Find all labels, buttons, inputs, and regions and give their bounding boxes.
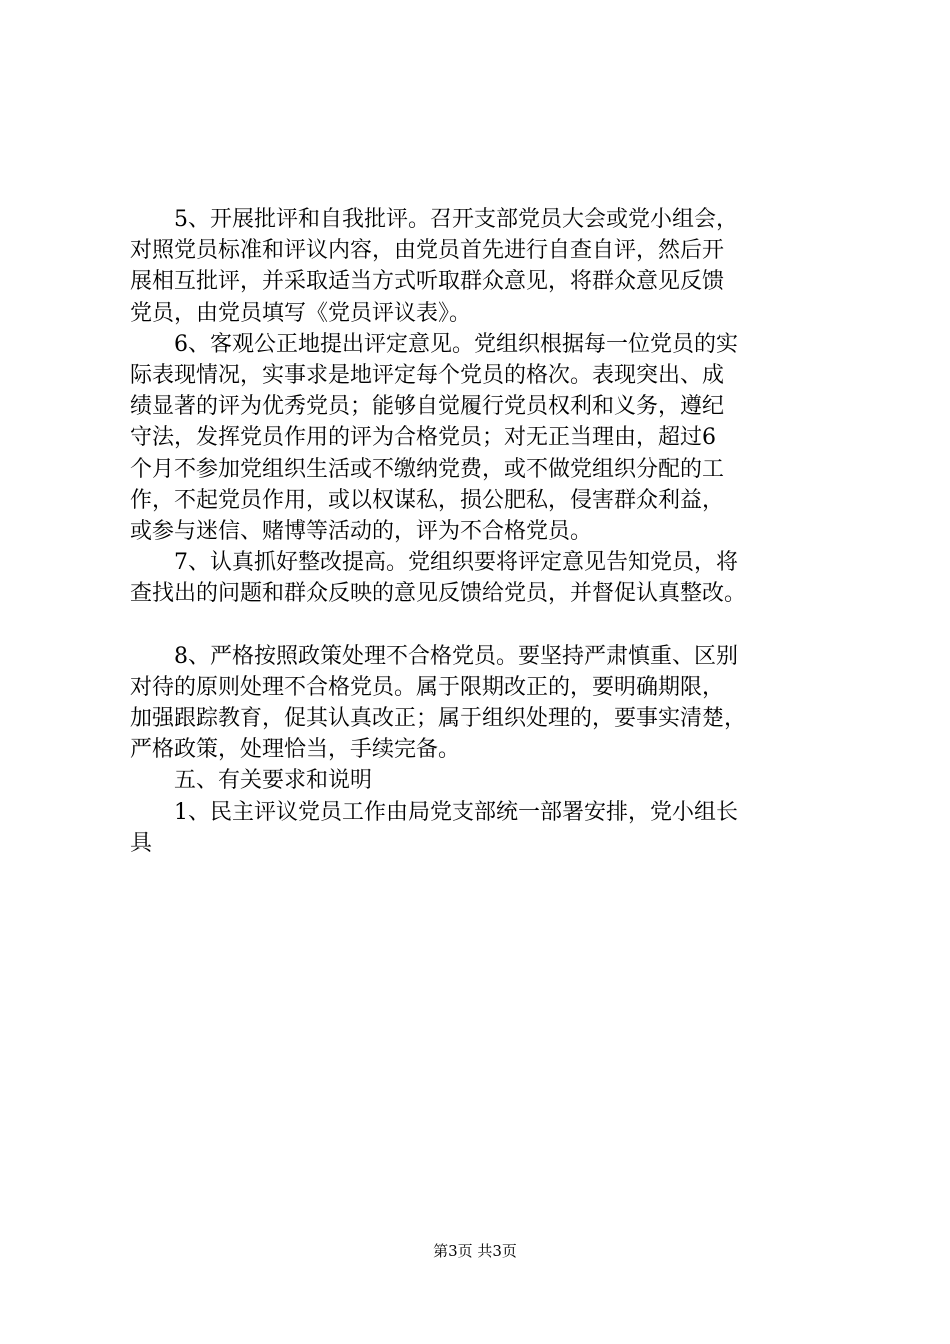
paragraph-criticism: 5、开展批评和自我批评。召开支部党员大会或党小组会， 对照党员标准和评议内容，由党员首先进行自查自评，然后开 展相互批评，并采取适当方式听取群众意见，将群众意见反馈 党员，由党员填写《党员评议表》。 [130,207,738,326]
paragraph-unqualified-members: 8、严格按照政策处理不合格党员。要坚持严肃慎重、区别 对待的原则处理不合格党员。属于限期改正的，要明确期限， 加强跟踪教育，促其认真改正；属于组织处理的，要事实清楚， 严格政策，处理恰当，手续完备。 [130,643,747,763]
page-number-footer: 第3页 共3页 [433,1242,517,1260]
paragraph-rectification: 7、认真抓好整改提高。党组织要将评定意见告知党员，将 查找出的问题和群众反映的意见反馈给党员，并督促认真整改。 [130,550,747,607]
document-body [130,204,850,859]
section-heading-requirements: 五、有关要求和说明 [174,768,373,794]
paragraph-arrangement: 1、民主评议党员工作由局党支部统一部署安排，党小组长 具 [130,799,738,856]
paragraph-evaluation: 6、客观公正地提出评定意见。党组织根据每一位党员的实 际表现情况，实事求是地评定每个党员的格次。表现突出、成 绩显著的评为优秀党员；能够自觉履行党员权利和义务，遵纪 守法，发挥党员作用的评为合格党员；对无正当理由，超过6 个月不参加党组织生活或不缴纳党费，或不做党组织分配的工 作，不起党员作用，或以权谋私，损公肥私，侵害群众利益， 或参与迷信、赌博等活动的，评为不合格党员。 [130,331,738,545]
